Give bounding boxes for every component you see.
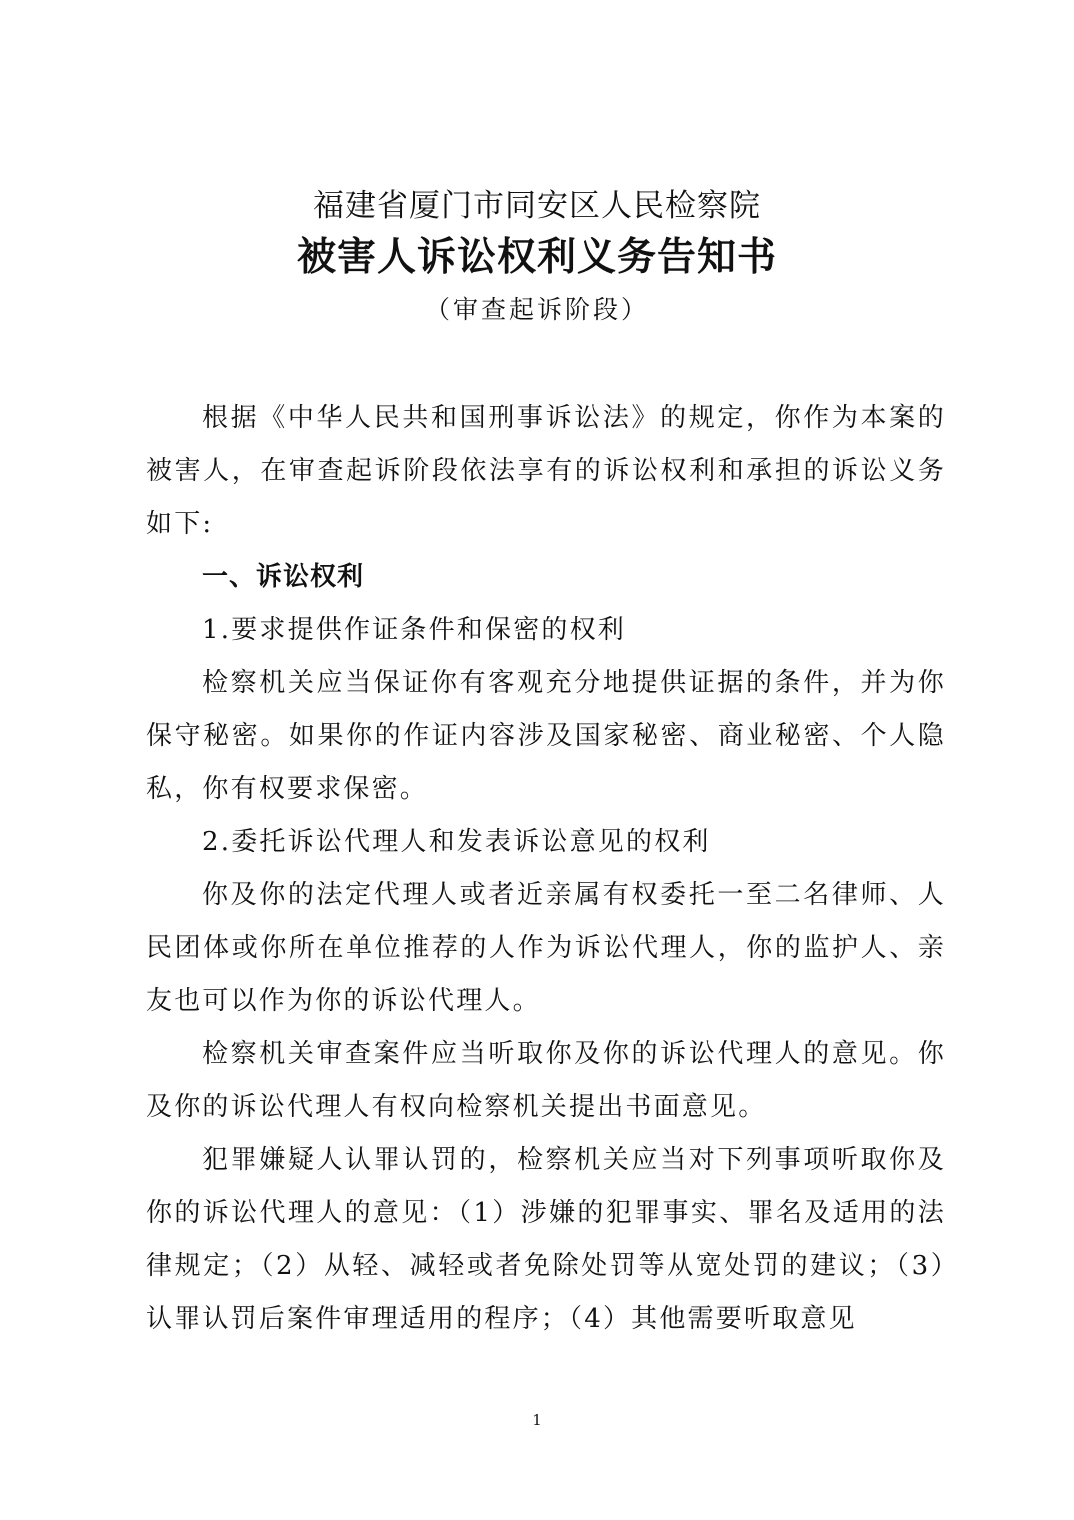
- item-2-paragraph-3: 犯罪嫌疑人认罪认罚的，检察机关应当对下列事项听取你及你的诉讼代理人的意见：（1）涉嫌的犯罪事实、罪名及适用的法律规定；（2）从轻、减轻或者免除处罚等从宽处罚的建议；（3）认罪认罚后案件审理适用的程序；（4）其他需要听取意见: [146, 1145, 946, 1334]
- section-heading-rights: 一、诉讼权利: [202, 562, 365, 592]
- item-1-paragraph: 检察机关应当保证你有客观充分地提供证据的条件，并为你保守秘密。如果你的作证内容涉及国家秘密、商业秘密、个人隐私，你有权要求保密。: [146, 668, 946, 804]
- item-2-heading: 2.委托诉讼代理人和发表诉讼意见的权利: [202, 827, 711, 857]
- item-1-heading: 1.要求提供作证条件和保密的权利: [202, 615, 627, 645]
- organization-name: 福建省厦门市同安区人民检察院: [313, 188, 761, 224]
- document-subtitle: （审查起诉阶段）: [424, 295, 649, 324]
- item-2-paragraph-2: 检察机关审查案件应当听取你及你的诉讼代理人的意见。你及你的诉讼代理人有权向检察机关提出书面意见。: [146, 1039, 946, 1122]
- page-number: 1: [532, 1411, 542, 1429]
- intro-paragraph: 根据《中华人民共和国刑事诉讼法》的规定，你作为本案的被害人，在审查起诉阶段依法享有的诉讼权利和承担的诉讼义务如下:: [146, 403, 946, 539]
- item-2-paragraph-1: 你及你的法定代理人或者近亲属有权委托一至二名律师、人民团体或你所在单位推荐的人作为诉讼代理人，你的监护人、亲友也可以作为你的诉讼代理人。: [146, 880, 946, 1016]
- document-body: [146, 392, 946, 1346]
- document-title: 被害人诉讼权利义务告知书: [296, 235, 777, 280]
